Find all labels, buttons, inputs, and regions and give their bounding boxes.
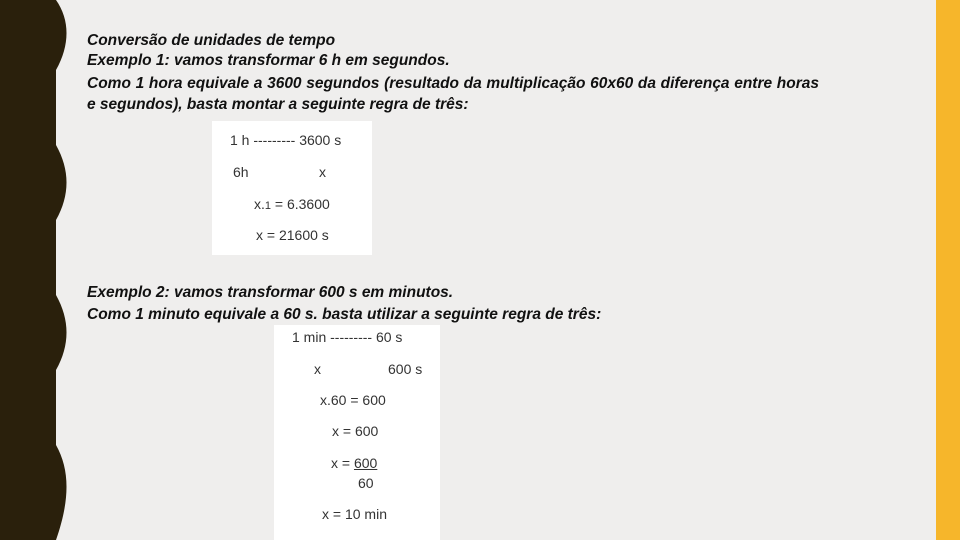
box2-row5-fraction: x = 600 <box>331 455 378 471</box>
wave-edge-decoration <box>40 0 74 540</box>
box2-row3: x.60 = 600 <box>320 392 386 408</box>
box2-row2-left: x <box>314 361 321 377</box>
box1-row4: x = 21600 s <box>256 227 329 243</box>
box2-row5-denominator: 60 <box>358 475 374 491</box>
box2-row6: x = 10 min <box>322 506 387 522</box>
right-accent-strip <box>936 0 960 540</box>
box1-row1: 1 h --------- 3600 s <box>230 132 342 148</box>
box2-row4: x = 600 <box>332 423 379 439</box>
example1-heading: Exemplo 1: vamos transformar 6 h em segundos. <box>87 52 450 69</box>
example2-heading: Exemplo 2: vamos transformar 600 s em minutos. <box>87 284 454 301</box>
example2-rule-of-three-image <box>274 325 440 540</box>
box1-row2-right: x <box>319 164 326 180</box>
box2-row2-right: 600 s <box>388 361 423 377</box>
page-title: Conversão de unidades de tempo <box>87 32 336 49</box>
example1-rule-of-three-image <box>212 121 372 255</box>
box1-row2-left: 6h <box>233 164 249 180</box>
example1-paragraph: Como 1 hora equivale a 3600 segundos (resultado da multiplicação 60x60 da diferença entre horas e segundos), basta montar a seguinte regra de três: <box>87 75 819 113</box>
example2-paragraph: Como 1 minuto equivale a 60 s. basta utilizar a seguinte regra de três: <box>87 306 602 323</box>
box2-row1: 1 min --------- 60 s <box>292 329 403 345</box>
box1-row3: x.1 = 6.3600 <box>254 196 330 212</box>
